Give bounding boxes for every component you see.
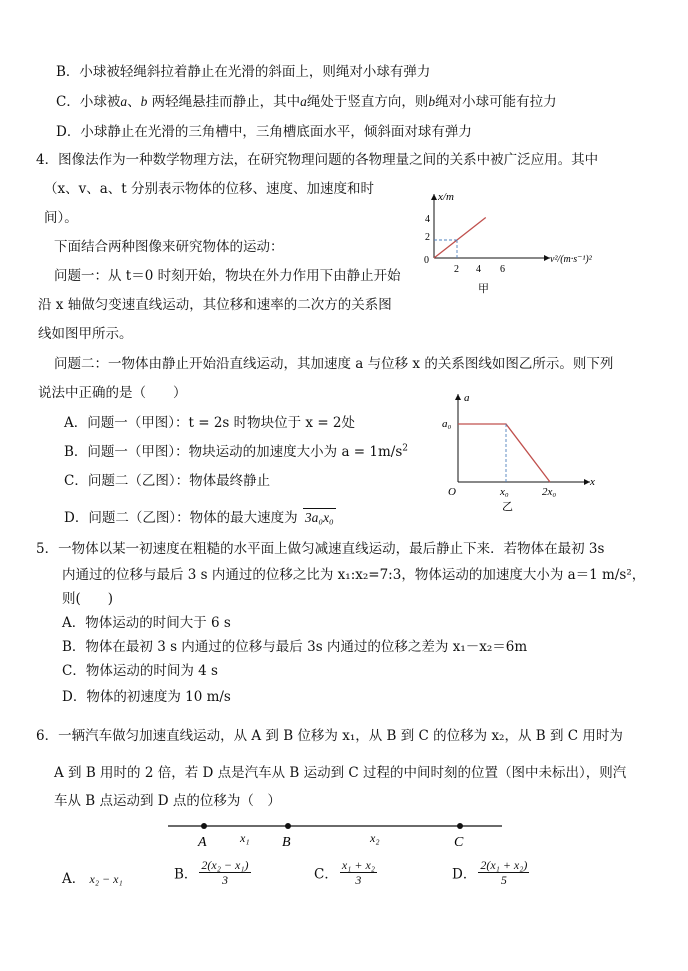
jia-xtick-6: 6 bbox=[500, 264, 505, 275]
q6-point-a bbox=[201, 823, 207, 829]
jia-y-label: x/m bbox=[438, 191, 454, 203]
q4-problem1-line1: 问题一：从 t＝0 时刻开始，物块在外力作用下由静止开始 bbox=[54, 268, 401, 284]
q6-label-x2: x₂ bbox=[370, 831, 380, 845]
q4-problem2-line1: 问题二：一物体由静止开始沿直线运动，其加速度 a 与位移 x 的关系图线如图乙所示。则下列 bbox=[54, 356, 614, 372]
q4-option-d: D．问题二（乙图）：物体的最大速度为 3a₀x₀ bbox=[64, 510, 334, 526]
q3-option-b: B．小球被轻绳斜拉着静止在光滑的斜面上，则绳对小球有弹力 bbox=[56, 64, 431, 80]
jia-xtick-4: 4 bbox=[476, 264, 481, 275]
q4-problem2-line2: 说法中正确的是（ ） bbox=[38, 385, 187, 401]
q6-option-a: A． x₂ − x₁ bbox=[62, 871, 123, 887]
q4-option-c: C．问题二（乙图）：物体最终静止 bbox=[64, 473, 271, 489]
q6-option-b: B． $\frac{\text{2(x₂ − x₁)}}{3}$ bbox=[174, 858, 249, 887]
q5-stem-line1: 5．一物体以某一初速度在粗糙的水平面上做匀减速直线运动，最后静止下来．若物体在最初 3s bbox=[36, 541, 605, 557]
q5-stem-line3: 则( ) bbox=[62, 591, 114, 607]
q4-stem-line1: 4．图像法作为一种数学物理方法，在研究物理问题的各物理量之间的关系中被广泛应用。其中 bbox=[36, 152, 599, 168]
q6-point-c bbox=[457, 823, 463, 829]
graph-jia bbox=[412, 180, 622, 300]
yi-caption: 乙 bbox=[502, 501, 513, 513]
q6-label-c: C bbox=[454, 835, 464, 850]
jia-ytick-4: 4 bbox=[425, 214, 430, 225]
yi-ytick-a0: a₀ bbox=[442, 418, 452, 430]
jia-data-line bbox=[434, 218, 486, 259]
q3-option-d: D．小球静止在光滑的三角槽中，三角槽底面水平，倾斜面对球有弹力 bbox=[56, 124, 472, 140]
q6-stem-line3: 车从 B 点运动到 D 点的位移为（ ） bbox=[54, 793, 281, 809]
graph-yi bbox=[438, 388, 608, 516]
q6-label-b: B bbox=[282, 835, 291, 850]
jia-x-label: v²/(m·s⁻¹)² bbox=[550, 254, 592, 265]
q6-point-b bbox=[285, 823, 291, 829]
q3-option-c: C．小球被a、b 两轻绳悬挂而静止，其中a绳处于竖直方向，则b绳对小球可能有拉力 bbox=[56, 94, 557, 110]
q6-stem-line1: 6．一辆汽车做匀加速直线运动，从 A 到 B 位移为 x₁，从 B 到 C 的位移为 x₂，从 B 到 C 用时为 bbox=[36, 728, 623, 744]
yi-data-line bbox=[458, 424, 550, 482]
yi-xtick-x0: x₀ bbox=[500, 486, 509, 498]
q6-option-d: D． $\frac{\text{2(x₁ + x₂)}}{5}$ bbox=[452, 858, 528, 887]
q6-line-diagram bbox=[160, 812, 510, 856]
yi-x-label: x bbox=[590, 476, 595, 488]
q5-option-d: D．物体的初速度为 10 m/s bbox=[62, 689, 231, 705]
q5-option-b: B．物体在最初 3 s 内通过的位移与最后 3s 内通过的位移之差为 x₁－x₂＝6m bbox=[62, 639, 528, 655]
jia-caption: 甲 bbox=[478, 283, 489, 295]
jia-xtick-2: 2 bbox=[454, 264, 459, 275]
q4-stem-line2: （x、v、a、t 分别表示物体的位移、速度、加速度和时 bbox=[44, 181, 375, 197]
q5-option-c: C．物体运动的时间为 4 s bbox=[62, 663, 218, 679]
yi-xtick-2x0: 2x₀ bbox=[542, 486, 557, 498]
q6-option-c: C． $\frac{\text{x₁ + x₂}}{3}$ bbox=[314, 858, 375, 887]
q4-problem1-line3: 线如图甲所示。 bbox=[38, 326, 133, 342]
q6-label-x1: x₁ bbox=[240, 831, 250, 845]
q4-stem-line4: 下面结合两种图像来研究物体的运动： bbox=[54, 239, 284, 255]
q4-problem1-line2: 沿 x 轴做匀变速直线运动，其位移和速率的二次方的关系图 bbox=[38, 297, 392, 313]
q6-stem-line2: A 到 B 用时的 2 倍，若 D 点是汽车从 B 运动到 C 过程的中间时刻的位置（图中未标出），则汽 bbox=[54, 765, 627, 781]
q4-option-a: A．问题一（甲图）：t = 2s 时物块位于 x = 2处 bbox=[64, 415, 356, 431]
yi-y-label: a bbox=[464, 392, 470, 404]
q5-stem-line2: 内通过的位移与最后 3 s 内通过的位移之比为 x₁:x₂=7:3，物体运动的加速度大小为 a＝1 m/s²， bbox=[62, 567, 646, 583]
jia-origin: 0 bbox=[424, 255, 429, 266]
q4-stem-line3: 间）。 bbox=[44, 210, 78, 226]
q5-option-a: A．物体运动的时间大于 6 s bbox=[62, 615, 231, 631]
q6-label-a: A bbox=[198, 835, 207, 850]
yi-origin: O bbox=[448, 486, 456, 498]
q4-option-b: B．问题一（甲图）：物块运动的加速度大小为 $a = 1m/s^2$ bbox=[64, 443, 409, 460]
jia-ytick-2: 2 bbox=[425, 232, 430, 243]
